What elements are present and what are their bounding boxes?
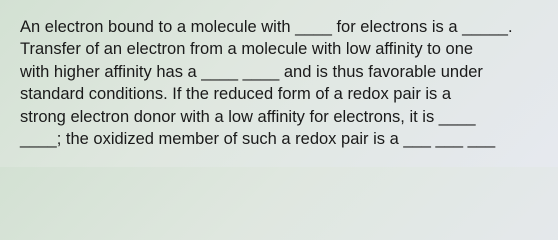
question-line: with higher affinity has a ____ ____ and is thus favorable under <box>20 62 483 81</box>
question-text <box>20 16 550 150</box>
question-line: strong electron donor with a low affinity for electrons, it is ____ <box>20 107 476 126</box>
question-line: An electron bound to a molecule with ____ for electrons is a _____. <box>20 18 513 36</box>
question-line: Transfer of an electron from a molecule with low affinity to one <box>20 40 474 59</box>
question-line: standard conditions. If the reduced form of a redox pair is a <box>20 85 452 104</box>
question-line: ____; the oxidized member of such a redox pair is a ___ ___ ___ <box>20 130 496 149</box>
